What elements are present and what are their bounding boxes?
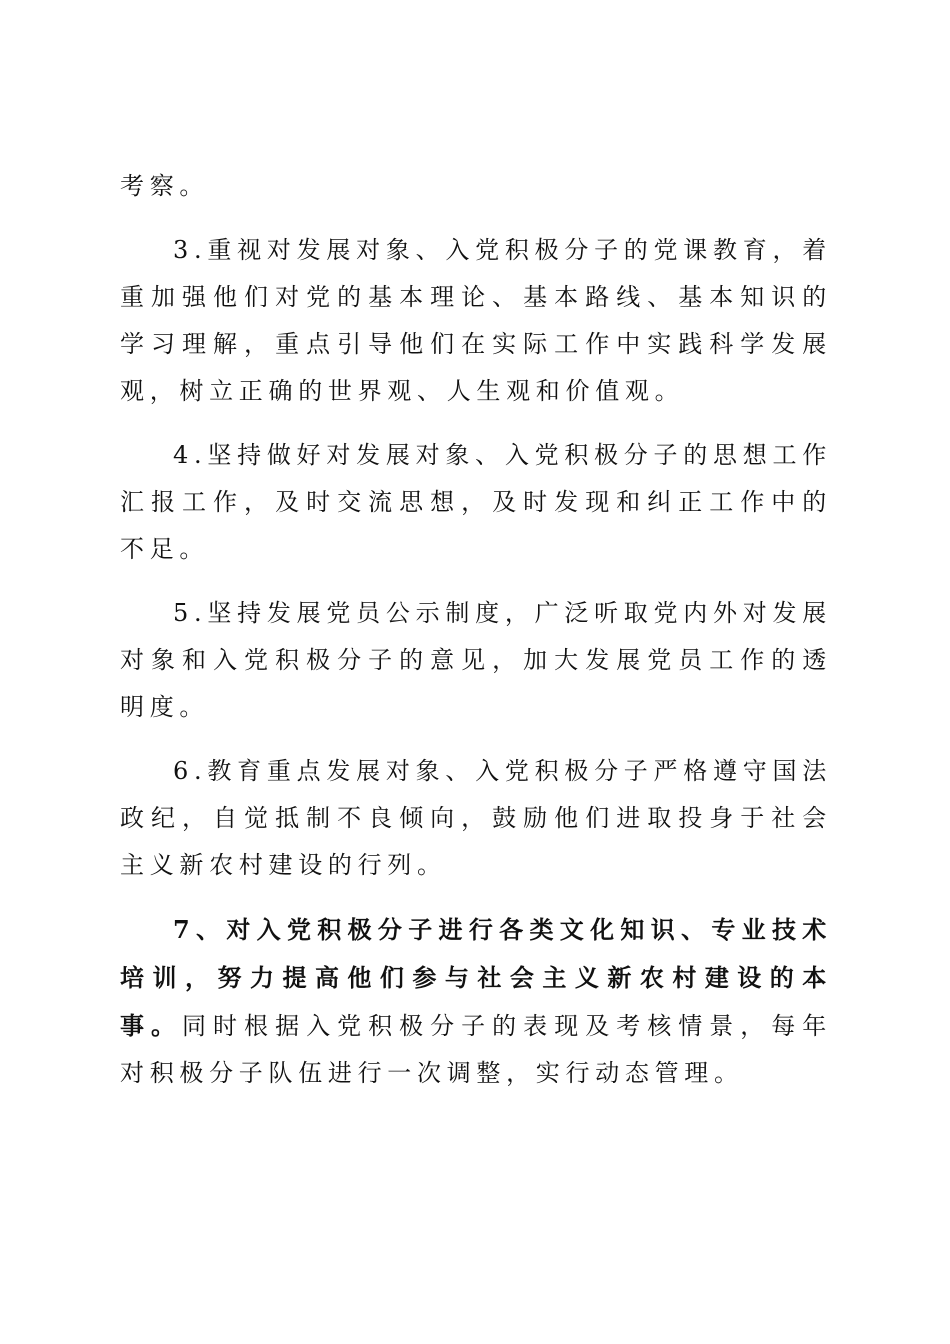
paragraph-item-6 <box>120 748 832 889</box>
paragraph-item-5 <box>120 590 832 731</box>
paragraph-item-3 <box>120 227 832 415</box>
paragraph-text: 4.坚持做好对发展对象、入党积极分子的思想工作汇报工作，及时交流思想，及时发现和纠正工作中的不足。 <box>120 441 832 563</box>
paragraph-text: 考察。 <box>120 172 210 200</box>
paragraph-text: 3.重视对发展对象、入党积极分子的党课教育，着重加强他们对党的基本理论、基本路线、基本知识的学习理解，重点引导他们在实际工作中实践科学发展观，树立正确的世界观、人生观和价值观。 <box>120 236 832 405</box>
document-body <box>120 163 832 1097</box>
paragraph-text: 5.坚持发展党员公示制度，广泛听取党内外对发展对象和入党积极分子的意见，加大发展党员工作的透明度。 <box>120 599 832 721</box>
paragraph-text: 6.教育重点发展对象、入党积极分子严格遵守国法政纪，自觉抵制不良倾向，鼓励他们进取投身于社会主义新农村建设的行列。 <box>120 757 832 879</box>
paragraph-bold-lead: 7、对入党积极分子进行各类文化知识、专业技术培训，努力提高他们参与社会主义新农村建设的本事。 <box>120 915 832 1040</box>
paragraph-continuation <box>120 163 832 210</box>
paragraph-text: 同时根据入党积极分子的表现及考核情景，每年对积极分子队伍进行一次调整，实行动态管理。 <box>120 1012 832 1087</box>
paragraph-item-4 <box>120 432 832 573</box>
paragraph-item-7 <box>120 906 832 1097</box>
